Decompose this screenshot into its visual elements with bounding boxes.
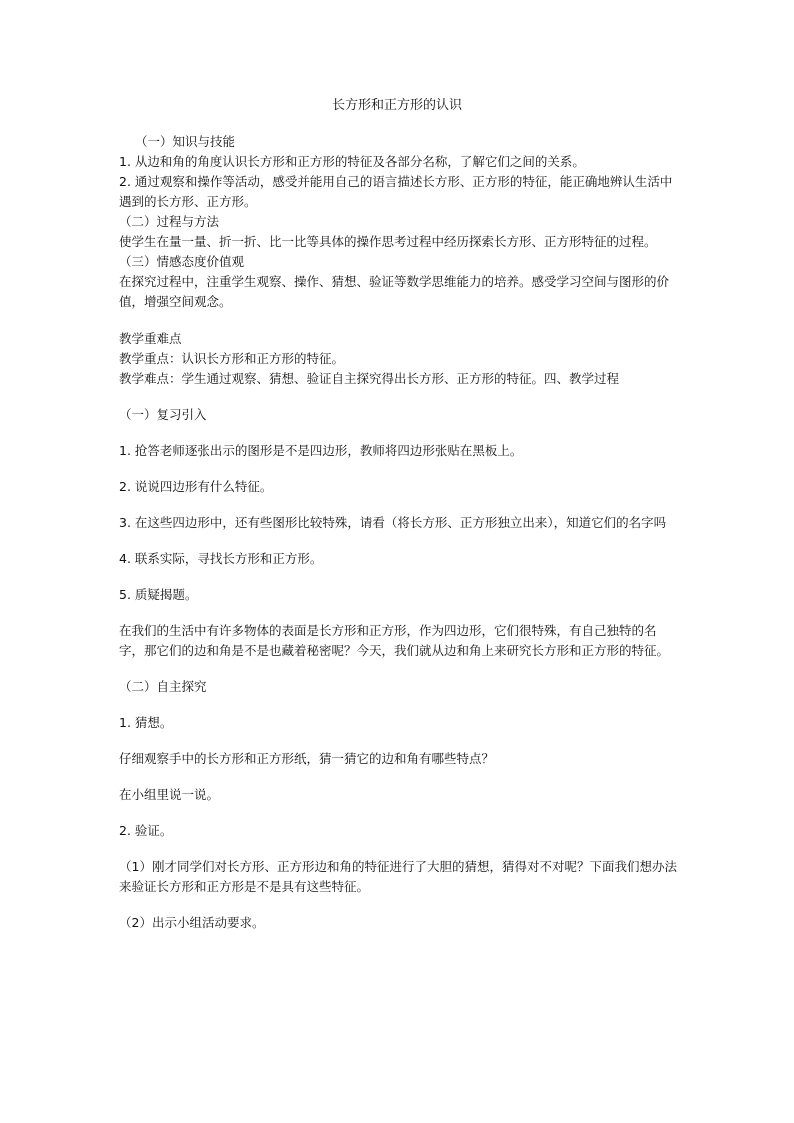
- spacer: [119, 897, 679, 913]
- spacer: [119, 697, 679, 713]
- paragraph: 5. 质疑揭题。: [119, 587, 198, 602]
- spacer: [119, 389, 679, 405]
- spacer: [119, 841, 679, 857]
- section-heading: （二）过程与方法: [119, 214, 220, 229]
- spacer: [119, 569, 679, 585]
- spacer: [119, 805, 679, 821]
- spacer: [119, 425, 679, 441]
- paragraph: 2. 验证。: [119, 823, 173, 838]
- paragraph: 3. 在这些四边形中，还有些图形比较特殊，请看（将长方形、正方形独立出来），知道它们的名字吗: [119, 515, 667, 530]
- spacer: [119, 661, 679, 677]
- paragraph: 仔细观察手中的长方形和正方形纸，猜一猜它的边和角有哪些特点？: [119, 751, 495, 766]
- document-body: [119, 132, 679, 933]
- paragraph: 教学难点：学生通过观察、猜想、验证自主探究得出长方形、正方形的特征。四、教学过程: [119, 371, 620, 386]
- paragraph: 4. 联系实际，寻找长方形和正方形。: [119, 551, 323, 566]
- paragraph: 1. 从边和角的角度认识长方形和正方形的特征及各部分名称，了解它们之间的关系。: [119, 154, 585, 169]
- paragraph: 使学生在量一量、折一折、比一比等具体的操作思考过程中经历探索长方形、正方形特征的过程。: [119, 234, 657, 249]
- spacer: [119, 461, 679, 477]
- spacer: [119, 497, 679, 513]
- paragraph: 在小组里说一说。: [119, 787, 220, 802]
- paragraph: 在探究过程中，注重学生观察、操作、猜想、验证等数学思维能力的培养。感受学习空间与图形的价值，增强空间观念。: [119, 274, 670, 309]
- paragraph: （2）出示小组活动要求。: [119, 915, 265, 930]
- section-heading: 教学重难点: [119, 331, 182, 346]
- paragraph: 2. 说说四边形有什么特征。: [119, 479, 273, 494]
- spacer: [119, 769, 679, 785]
- paragraph: （1）刚才同学们对长方形、正方形边和角的特征进行了大胆的猜想，猜得对不对呢？下面我们想办法来验证长方形和正方形是不是具有这些特征。: [119, 859, 677, 894]
- paragraph: 教学重点：认识长方形和正方形的特征。: [119, 351, 345, 366]
- paragraph: 在我们的生活中有许多物体的表面是长方形和正方形，作为四边形，它们很特殊，有自己独特的名字，那它们的边和角是不是也藏着秘密呢？今天，我们就从边和角上来研究长方形和正方形的特征。: [119, 623, 670, 658]
- document-title: 长方形和正方形的认识: [331, 98, 462, 113]
- section-heading: （一）知识与技能: [135, 134, 236, 149]
- paragraph: 2. 通过观察和操作等活动，感受并能用自己的语言描述长方形、正方形的特征，能正确地辨认生活中遇到的长方形、正方形。: [119, 174, 673, 209]
- paragraph: 1. 猜想。: [119, 715, 173, 730]
- section-heading: （一）复习引入: [119, 407, 207, 422]
- spacer: [119, 312, 679, 329]
- spacer: [119, 605, 679, 621]
- spacer: [119, 733, 679, 749]
- paragraph: 1. 抢答老师逐张出示的图形是不是四边形，教师将四边形张贴在黑板上。: [119, 443, 523, 458]
- section-heading: （三）情感态度价值观: [119, 254, 245, 269]
- section-heading: （二）自主探究: [119, 679, 207, 694]
- spacer: [119, 533, 679, 549]
